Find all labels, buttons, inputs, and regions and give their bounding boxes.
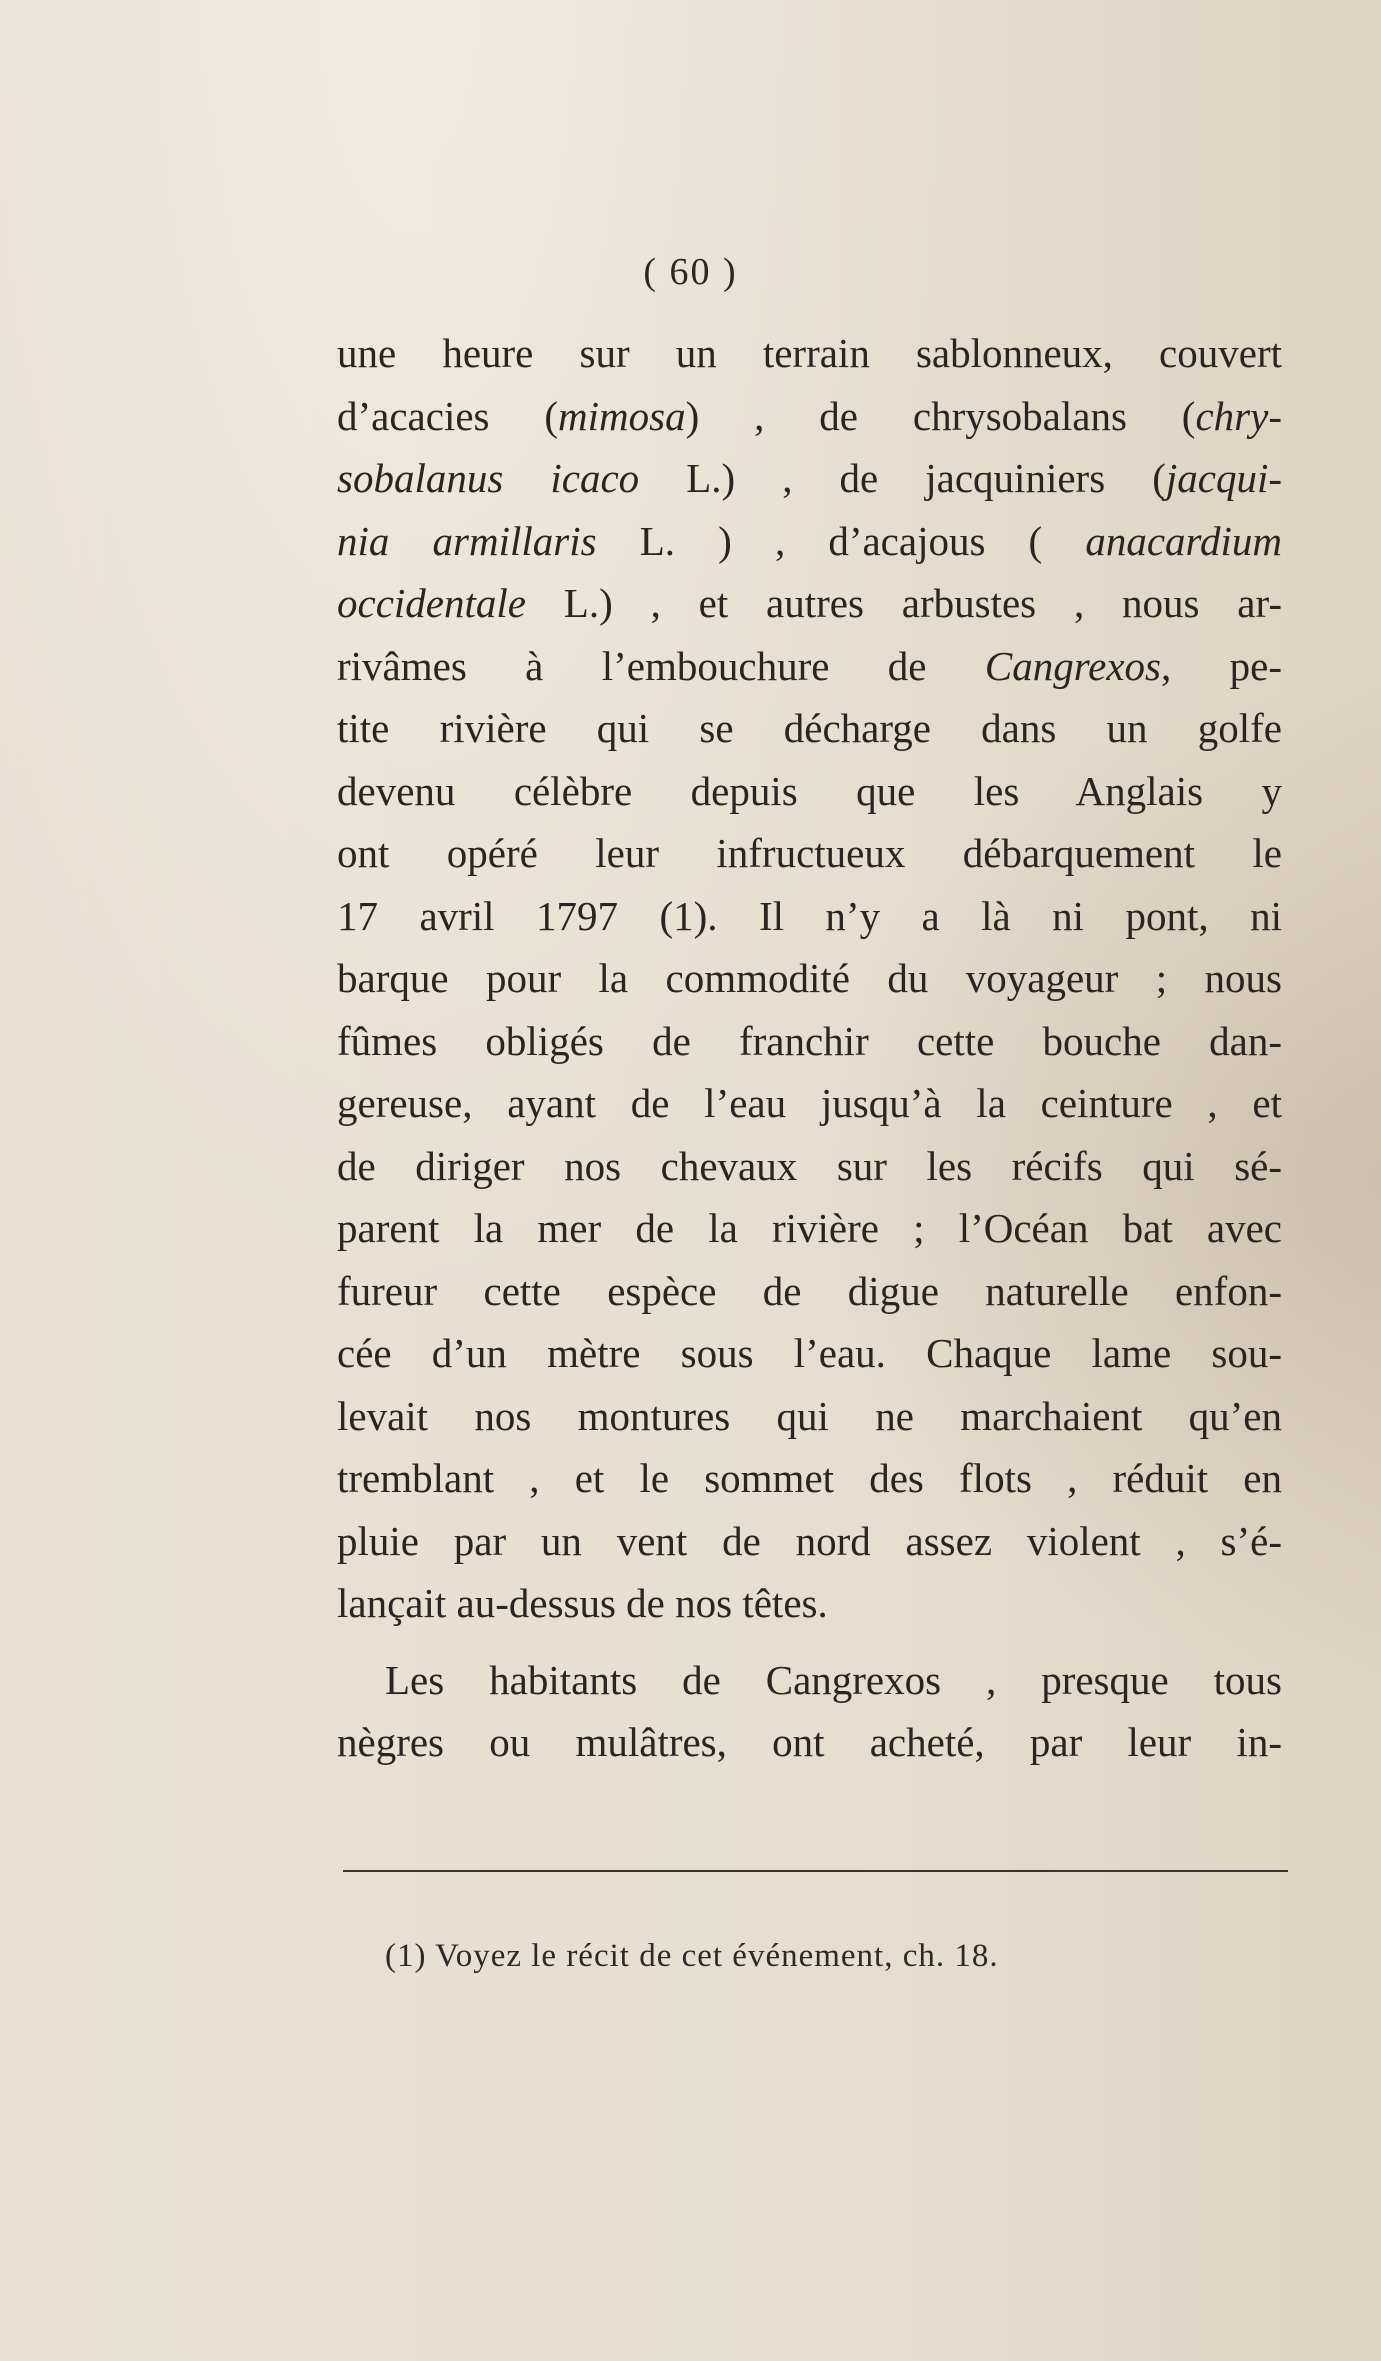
text-line: parent la mer de la rivière ; l’Océan bat avec <box>337 1205 1282 1251</box>
text-line: occidentale L.) , et autres arbustes , nous ar- <box>337 580 1282 626</box>
footnote-rule <box>343 1870 1288 1872</box>
text-line: nia armillaris L. ) , d’acajous ( anacardium <box>337 517 1282 564</box>
text-line: pluie par un vent de nord assez violent , s’é- <box>337 1517 1282 1564</box>
footnote: (1) Voyez le récit de cet événement, ch. 18. <box>385 1938 999 1974</box>
text-line: tremblant , et le sommet des flots , réduit en <box>337 1455 1282 1501</box>
text-line: tite rivière qui se décharge dans un golfe <box>337 705 1282 751</box>
text-line: ont opéré leur infructueux débarquement le <box>337 830 1282 876</box>
text-line: sobalanus icaco L.) , de jacquiniers (jacqui- <box>337 455 1282 501</box>
text-line: rivâmes à l’embouchure de Cangrexos, pe- <box>337 642 1282 689</box>
page-number: ( 60 ) <box>643 251 738 293</box>
text-line: devenu célèbre depuis que les Anglais y <box>337 767 1282 814</box>
body-text <box>337 322 1282 1774</box>
text-line: nègres ou mulâtres, ont acheté, par leur in- <box>337 1719 1282 1765</box>
text-line: lançait au-dessus de nos têtes. <box>337 1580 828 1626</box>
text-line: fûmes obligés de franchir cette bouche dan- <box>337 1017 1282 1064</box>
text-line: 17 avril 1797 (1). Il n’y a là ni pont, ni <box>337 892 1282 939</box>
text-line: Les habitants de Cangrexos , presque tous <box>385 1656 1282 1703</box>
text-line: barque pour la commodité du voyageur ; nous <box>337 955 1282 1001</box>
paragraph-gap <box>337 1635 1282 1649</box>
text-line: fureur cette espèce de digue naturelle enfon- <box>337 1267 1282 1314</box>
text-line: levait nos montures qui ne marchaient qu’en <box>337 1392 1282 1439</box>
text-line: d’acacies (mimosa) , de chrysobalans (chry- <box>337 392 1282 439</box>
text-line: une heure sur un terrain sablonneux, couvert <box>337 330 1282 376</box>
text-line: cée d’un mètre sous l’eau. Chaque lame sou- <box>337 1330 1282 1376</box>
text-line: de diriger nos chevaux sur les récifs qui sé- <box>337 1142 1282 1189</box>
text-line: gereuse, ayant de l’eau jusqu’à la ceinture , et <box>337 1080 1282 1126</box>
